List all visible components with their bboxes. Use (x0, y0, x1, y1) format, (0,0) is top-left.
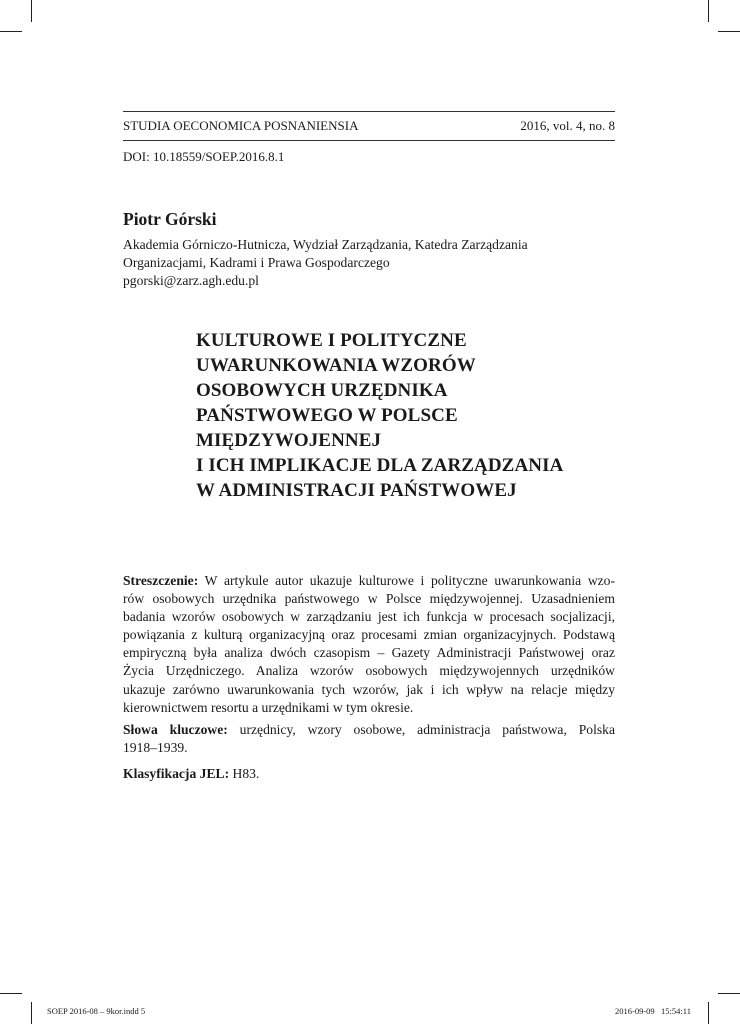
jel-classification (123, 766, 259, 782)
crop-mark-bottom-right (718, 993, 740, 994)
abstract-line: rów osobowych urzędnika państwowego w Polsce międzywojennej. Uzasadnieniem (123, 591, 615, 607)
journal-name: STUDIA OECONOMICA POSNANIENSIA (123, 118, 359, 133)
title-line: I ICH IMPLIKACJE DLA ZARZĄDZANIA (196, 455, 564, 476)
doi: DOI: 10.18559/SOEP.2016.8.1 (123, 149, 285, 164)
abstract-line (123, 572, 615, 590)
abstract-line: badania wzorów osobowych w zarządzaniu jest ich funkcja w procesach socjalizacji, (123, 609, 615, 625)
abstract-line: ukazuje zarówno uwarunkowania tych wzorów, jak i ich wpływ na relacje między (123, 681, 615, 697)
header-top-rule (123, 111, 615, 112)
abstract-text: W artykule autor ukazuje kulturowe i polityczne uwarunkowania wzo- (198, 573, 615, 588)
crop-mark-bottom-left (0, 993, 22, 994)
article-title (196, 328, 563, 503)
keywords-line (123, 721, 615, 739)
jel-value: H83. (229, 766, 260, 781)
author-affiliation (123, 236, 603, 290)
abstract (123, 572, 615, 717)
title-line: KULTUROWE I POLITYCZNE (196, 330, 467, 351)
jel-label: Klasyfikacja JEL: (123, 766, 230, 781)
crop-mark-top-right (708, 0, 709, 22)
print-slug-timestamp: 2016-09-09 15:54:11 (615, 1006, 691, 1016)
keywords-line: 1918–1939. (123, 740, 188, 756)
crop-mark-top-left (31, 0, 32, 22)
crop-mark-top-right (718, 31, 740, 32)
author-name: Piotr Górski (123, 209, 217, 229)
title-line: UWARUNKOWANIA WZORÓW (196, 355, 476, 376)
print-slug-file: SOEP 2016-08 – 9kor.indd 5 (47, 1006, 146, 1016)
crop-mark-top-left (0, 31, 22, 32)
title-line: W ADMINISTRACJI PAŃSTWOWEJ (196, 480, 517, 501)
keywords (123, 721, 615, 757)
affiliation-line: Akademia Górniczo-Hutnicza, Wydział Zarządzania, Katedra Zarządzania (123, 237, 528, 252)
abstract-line: empiryczną była analiza dwóch czasopism – Gazety Administracji Państwowej oraz (123, 645, 615, 661)
crop-mark-bottom-right (708, 1002, 709, 1024)
author-email: pgorski@zarz.agh.edu.pl (123, 273, 259, 288)
crop-mark-bottom-left (31, 1002, 32, 1024)
abstract-line: powiązania z kulturą organizacyjną oraz procesami zmian organizacyjnych. Podstawą (123, 627, 615, 643)
abstract-line: kierownictwem resortu a urzędnikami w tym okresie. (123, 699, 414, 715)
header-bottom-rule (123, 140, 615, 141)
abstract-label: Streszczenie: (123, 573, 199, 588)
title-line: OSOBOWYCH URZĘDNIKA (196, 380, 448, 401)
journal-volume: 2016, vol. 4, no. 8 (520, 118, 615, 133)
keywords-text: urzędnicy, wzory osobowe, administracja państwowa, Polska (227, 722, 615, 737)
affiliation-line: Organizacjami, Kadrami i Prawa Gospodarczego (123, 255, 390, 270)
title-line: MIĘDZYWOJENNEJ (196, 430, 382, 451)
abstract-line: Życia Urzędniczego. Analiza wzorów osobowych międzywojennych urzędników (123, 663, 615, 679)
keywords-label: Słowa kluczowe: (123, 722, 228, 737)
title-line: PAŃSTWOWEGO W POLSCE (196, 405, 458, 426)
